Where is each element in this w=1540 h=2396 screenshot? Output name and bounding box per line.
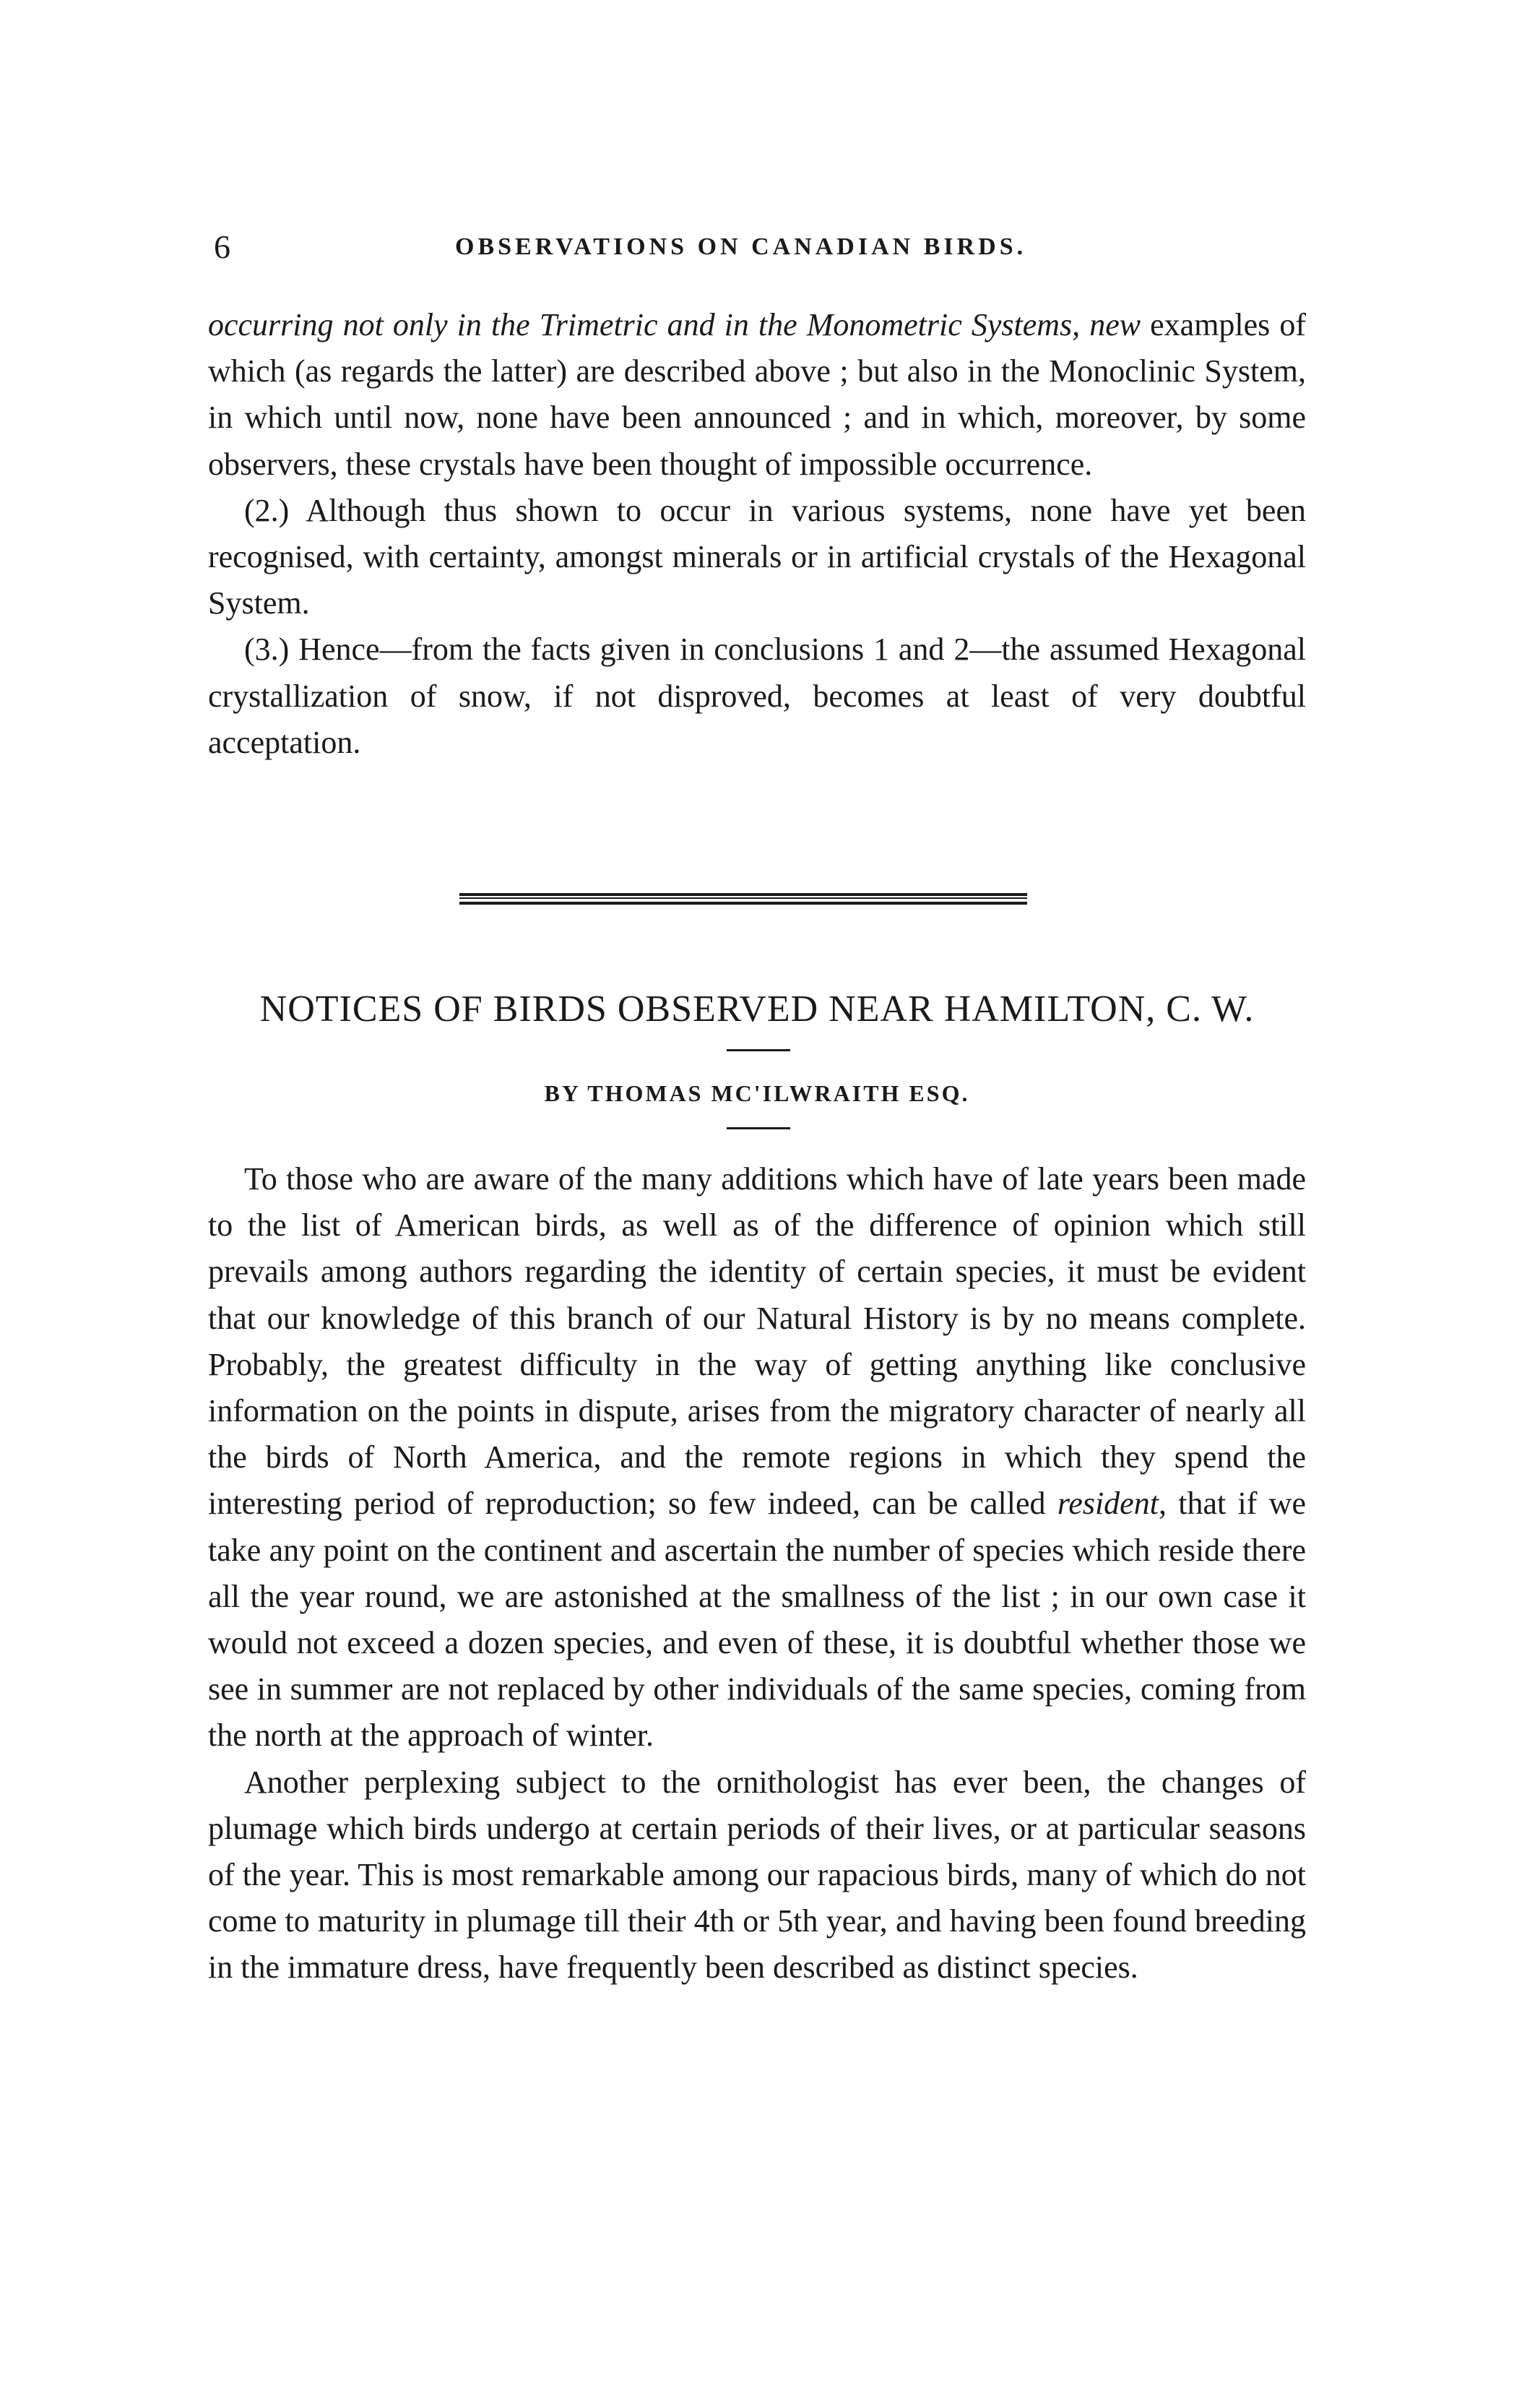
conclusion-paragraph-3: (3.) Hence—from the facts given in conclusions 1 and 2—the assumed Hexagonal crystallization of snow, if not disproved, becomes at least of very doubtful acceptation. xyxy=(208,632,1306,760)
paragraph-text: examples of which (as regards the latter) are described above ; but also in the Monoclinic System, in which until now, none have been announced ; and in which, moreover, by some observers, these crystals have been thought of impossible occurrence. xyxy=(208,307,1307,482)
paragraph-text: To those who are aware of the many additions which have of late years been made to the list of American birds, as well as of the difference of opinion which still prevails among authors regarding the identity of certain species, it must be evident that our knowledge of this branch of our Natural History is by no means complete. Probably, the greatest difficulty in the way of getting anything like conclusive information on the points in dispute, arises from the migratory character of nearly all the birds of North America, and the remote regions in which they spend the interesting period of reproduction; so few indeed, can be called xyxy=(208,1161,1306,1522)
article-body xyxy=(208,1156,1306,1991)
italic-lead-text: occurring not only in the Trimetric and in the Monometric Systems, new xyxy=(208,307,1141,342)
byline: BY THOMAS MC'ILWRAITH ESQ. xyxy=(544,1080,970,1106)
section-divider xyxy=(459,893,1027,905)
paragraph-text: , that if we take any point on the continent and ascertain the number of species which reside there all the year round, we are astonished at the smallness of the list ; in our own case it would not exceed a dozen species, and even of these, it is doubtful whether those we see in summer are not replaced by other individuals of the same species, coming from the north at the approach of winter. xyxy=(208,1486,1306,1754)
conclusion-paragraph-1 xyxy=(208,302,1306,488)
conclusion-paragraph-2: (2.) Although thus shown to occur in various systems, none have yet been recognised, with certainty, amongst minerals or in artificial crystals of the Hexagonal System. xyxy=(208,492,1306,621)
italic-word: resident xyxy=(1057,1486,1159,1522)
body-paragraph-2: Another perplexing subject to the ornithologist has ever been, the changes of plumage which birds undergo at certain periods of their lives, or at particular seasons of the year. This is most remarkable among our rapacious birds, many of which do not come to maturity in plumage till their 4th or 5th year, and having been found breeding in the immature dress, have frequently been described as distinct species. xyxy=(208,1764,1306,1986)
page-number: 6 xyxy=(214,228,230,265)
byline-rule xyxy=(727,1127,790,1129)
body-paragraph-1 xyxy=(208,1156,1306,1759)
title-rule xyxy=(727,1049,790,1051)
article-title: NOTICES OF BIRDS OBSERVED NEAR HAMILTON, C. W. xyxy=(259,988,1255,1030)
running-head xyxy=(209,225,1307,269)
running-title: OBSERVATIONS ON CANADIAN BIRDS. xyxy=(455,233,1027,260)
previous-article-conclusion xyxy=(208,302,1306,766)
